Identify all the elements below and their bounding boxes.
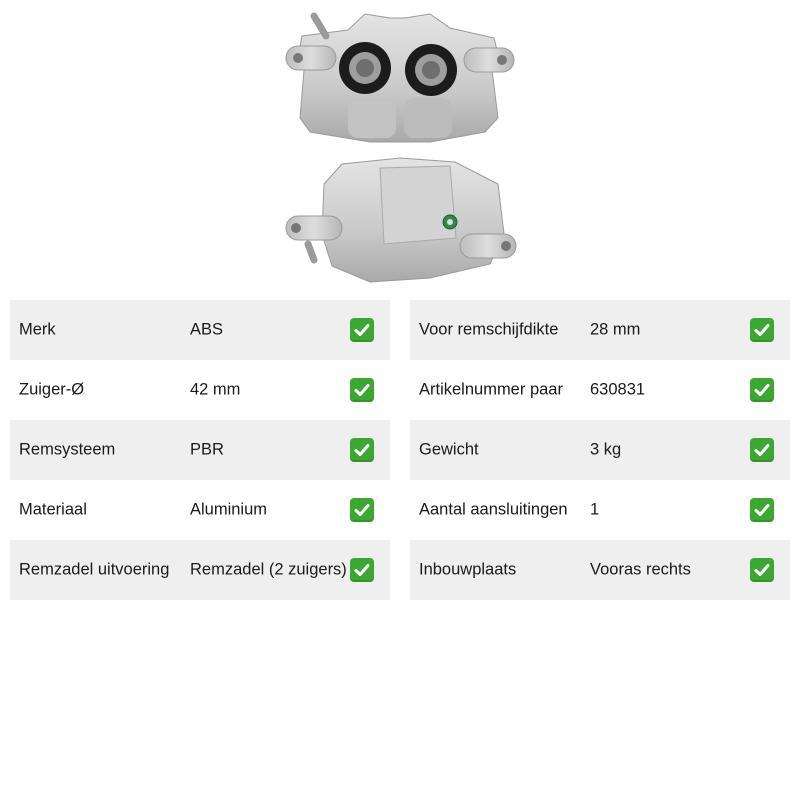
- spec-label: Merk: [19, 320, 56, 339]
- spec-row: [10, 420, 390, 480]
- spec-label: Zuiger-Ø: [19, 380, 85, 399]
- check-mark-icon: [750, 498, 774, 522]
- spec-value: Vooras rechts: [590, 560, 691, 579]
- spec-value: 42 mm: [190, 380, 241, 399]
- spec-value: 3 kg: [590, 440, 622, 459]
- spec-label: Remsysteem: [19, 440, 116, 459]
- check-mark-icon: [350, 378, 374, 402]
- spec-row: [10, 300, 390, 360]
- spec-table-left: [10, 300, 390, 600]
- spec-row: [410, 420, 790, 480]
- spec-table-right: [410, 300, 790, 600]
- spec-label: Inbouwplaats: [419, 560, 517, 579]
- spec-label: Aantal aansluitingen: [419, 500, 568, 519]
- spec-value: 1: [590, 500, 600, 519]
- spec-label: Artikelnummer paar: [419, 380, 563, 399]
- check-mark-icon: [750, 318, 774, 342]
- spec-row: [410, 480, 790, 540]
- spec-row: [410, 540, 790, 600]
- spec-value: 28 mm: [590, 320, 641, 339]
- check-mark-icon: [350, 498, 374, 522]
- brake-caliper-photo: [280, 8, 520, 290]
- spec-label: Voor remschijfdikte: [419, 320, 559, 339]
- spec-value: ABS: [190, 320, 224, 339]
- check-mark-icon: [750, 378, 774, 402]
- spec-value: Remzadel (2 zuigers): [190, 560, 347, 579]
- product-image: [280, 8, 520, 290]
- spec-label: Remzadel uitvoering: [19, 560, 170, 579]
- spec-label: Gewicht: [419, 440, 479, 459]
- spec-row: [10, 480, 390, 540]
- spec-value: Aluminium: [190, 500, 268, 519]
- spec-value: 630831: [590, 380, 646, 399]
- spec-row: [10, 360, 390, 420]
- spec-row: [10, 540, 390, 600]
- spec-value: PBR: [190, 440, 224, 459]
- spec-row: [410, 300, 790, 360]
- spec-label: Materiaal: [19, 500, 87, 519]
- check-mark-icon: [750, 558, 774, 582]
- check-mark-icon: [350, 558, 374, 582]
- check-mark-icon: [350, 438, 374, 462]
- spec-row: [410, 360, 790, 420]
- check-mark-icon: [350, 318, 374, 342]
- check-mark-icon: [750, 438, 774, 462]
